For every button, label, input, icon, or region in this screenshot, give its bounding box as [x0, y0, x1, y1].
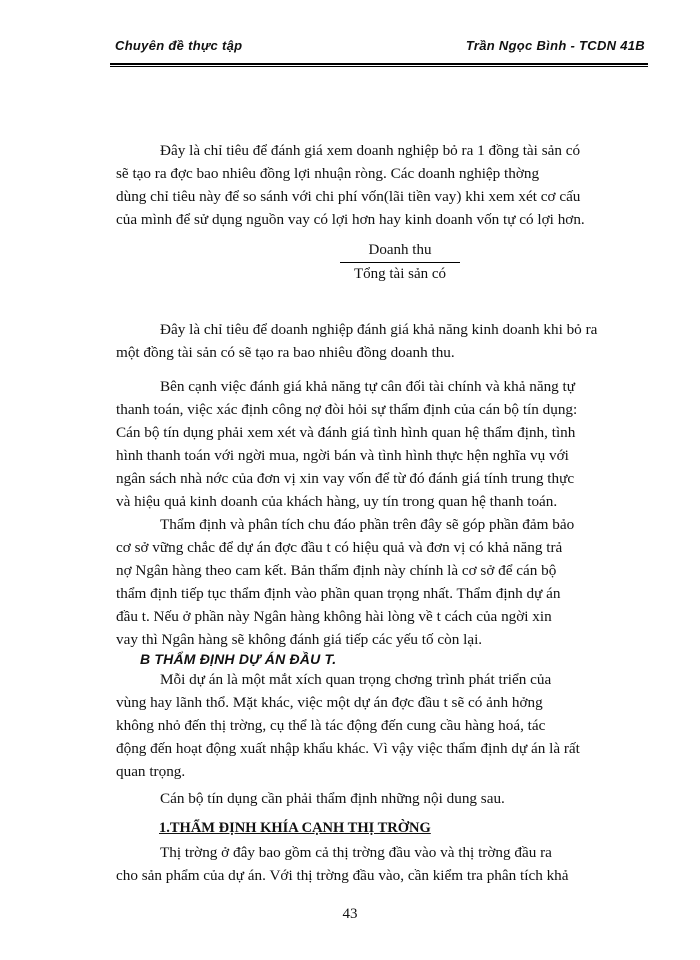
heading-section-1: 1.THẨM ĐỊNH KHÍA CẠNH THỊ TRỜNG	[159, 820, 431, 836]
text-line: Mỗi dự án là một mắt xích quan trọng chơng trình phát triển của	[160, 671, 552, 688]
text-line: Bên cạnh việc đánh giá khả năng tự cân đối tài chính và khả năng tự	[160, 378, 576, 395]
text-line: đầu t. Nếu ở phần này Ngân hàng không hài lòng về t cách của ngời xin	[116, 608, 552, 625]
header-right-author: Trần Ngọc Bình - TCDN 41B	[465, 38, 645, 53]
text-line: quan trọng.	[116, 763, 186, 780]
text-line: dùng chỉ tiêu này để so sánh với chi phí vốn(lãi tiền vay) khi xem xét cơ cấu	[116, 188, 581, 205]
fraction-bar	[340, 262, 460, 263]
text-line: ngân sách nhà nớc của đơn vị xin vay vốn để từ đó đánh giá tính trung thực	[116, 470, 575, 487]
text-line: sẽ tạo ra đợc bao nhiêu đồng lợi nhuận ròng. Các doanh nghiệp thờng	[116, 165, 540, 182]
paragraph-asset-turnover	[116, 318, 636, 364]
text-line: Đây là chỉ tiêu để đánh giá xem doanh nghiệp bỏ ra 1 đồng tài sản có	[160, 142, 581, 159]
text-line: cơ sở vững chắc để dự án đợc đầu t có hiệu quả và đơn vị có khả năng trả	[116, 539, 563, 556]
paragraph-project-importance	[116, 668, 636, 783]
text-line: vay thì Ngân hàng sẽ không đánh giá tiếp các yếu tố còn lại.	[116, 631, 483, 648]
formula-denominator: Tổng tài sản có	[353, 266, 447, 282]
text-line: hình thanh toán với ngời mua, ngời bán và tình hình thực hện nghĩa vụ với	[116, 447, 569, 464]
text-line: một đồng tài sản có sẽ tạo ra bao nhiêu đồng doanh thu.	[116, 344, 455, 361]
text-line: động đến hoạt động xuất nhập khẩu khác. Vì vậy việc thẩm định dự án là rất	[116, 740, 580, 757]
heading-section-b: B THẨM ĐỊNH DỰ ÁN ĐẦU T.	[140, 651, 337, 667]
header-rule-thick	[110, 63, 648, 65]
paragraph-debt-appraisal	[116, 375, 636, 513]
text-line: của mình để sử dụng nguồn vay có lợi hơn hay kinh doanh vốn tự có lợi hơn.	[116, 211, 585, 228]
paragraph-appraisal-basis	[116, 513, 636, 651]
page-header	[115, 38, 645, 60]
text-line: nợ Ngân hàng theo cam kết. Bản thẩm định này chính là cơ sở để cán bộ	[116, 562, 557, 579]
paragraph-contents-intro	[116, 787, 636, 810]
text-line: và hiệu quả kinh doanh của khách hàng, uy tín trong quan hệ thanh toán.	[116, 493, 558, 510]
text-line: vùng hay lãnh thổ. Mặt khác, việc một dự án đợc đầu t sẽ có ảnh hởng	[116, 694, 543, 711]
text-line: không nhỏ đến thị trờng, cụ thể là tác động đến cung cầu hàng hoá, tác	[116, 717, 546, 734]
text-line: Đây là chỉ tiêu để doanh nghiệp đánh giá khả năng kinh doanh khi bỏ ra	[160, 321, 598, 338]
paragraph-roa	[116, 139, 636, 231]
text-line: thẩm định tiếp tục thẩm định vào phần quan trọng nhất. Thẩm định dự án	[116, 585, 561, 602]
formula-numerator: Doanh thu	[368, 242, 432, 258]
text-line: Cán bộ tín dụng phải xem xét và đánh giá tình hình quan hệ thẩm định, tình	[116, 424, 576, 441]
text-line: Cán bộ tín dụng cần phải thẩm định những nội dung sau.	[160, 790, 505, 807]
header-left-title: Chuyên đề thực tập	[115, 38, 243, 53]
text-line: Thẩm định và phân tích chu đáo phần trên đây sẽ góp phần đảm bảo	[160, 516, 575, 533]
text-line: Thị trờng ở đây bao gồm cả thị trờng đầu vào và thị trờng đầu ra	[160, 844, 552, 861]
header-rule-thin	[110, 66, 648, 67]
page-number: 43	[342, 906, 358, 922]
text-line: thanh toán, việc xác định công nợ đòi hỏi sự thẩm định của cán bộ tín dụng:	[116, 401, 578, 418]
text-line: cho sản phẩm của dự án. Với thị trờng đầu vào, cần kiểm tra phân tích khả	[116, 867, 569, 884]
paragraph-market	[116, 841, 636, 887]
